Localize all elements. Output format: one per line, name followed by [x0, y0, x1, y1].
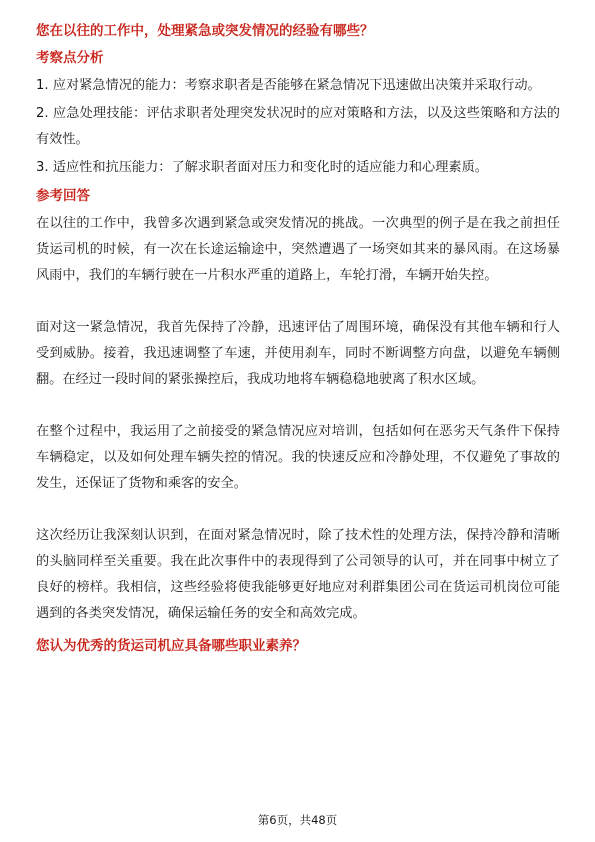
answer-paragraph-4: 这次经历让我深刻认识到，在面对紧急情况时，除了技术性的处理方法，保持冷静和清晰的头脑同样至关重要。我在此次事件中的表现得到了公司领导的认可，并在同事中树立了良好的榜样。我相信，这些经验将使我能够更好地应对利群集团公司在货运司机岗位可能遇到的各类突发情况，确保运输任务的安全和高效完成。 — [36, 528, 560, 621]
analysis-section-title: 考察点分析 — [36, 50, 104, 66]
analysis-point-1: 1. 应对紧急情况的能力：考察求职者是否能够在紧急情况下迅速做出决策并采取行动。 — [36, 78, 541, 93]
analysis-point-3: 3. 适应性和抗压能力：了解求职者面对压力和变化时的适应能力和心理素质。 — [36, 160, 488, 175]
analysis-point-2: 2. 应急处理技能：评估求职者处理突发状况时的应对策略和方法，以及这些策略和方法的有效性。 — [36, 106, 560, 147]
next-question-heading: 您认为优秀的货运司机应具备哪些职业素养？ — [36, 638, 306, 654]
question-heading: 您在以往的工作中，处理紧急或突发情况的经验有哪些？ — [36, 23, 374, 39]
answer-section-title: 参考回答 — [36, 188, 90, 204]
answer-paragraph-3: 在整个过程中，我运用了之前接受的紧急情况应对培训，包括如何在恶劣天气条件下保持车辆稳定，以及如何处理车辆失控的情况。我的快速反应和冷静处理，不仅避免了事故的发生，还保证了货物和乘客的安全。 — [36, 424, 560, 491]
document-page — [36, 20, 560, 662]
answer-paragraph-1: 在以往的工作中，我曾多次遇到紧急或突发情况的挑战。一次典型的例子是在我之前担任货运司机的时候，有一次在长途运输途中，突然遭遇了一场突如其来的暴风雨。在这场暴风雨中，我们的车辆行驶在一片积水严重的道路上，车轮打滑，车辆开始失控。 — [36, 216, 560, 283]
answer-paragraph-2: 面对这一紧急情况，我首先保持了冷静，迅速评估了周围环境，确保没有其他车辆和行人受到威胁。接着，我迅速调整了车速，并使用刹车，同时不断调整方向盘，以避免车辆侧翻。在经过一段时间的紧张操控后，我成功地将车辆稳稳地驶离了积水区域。 — [36, 320, 560, 387]
page-footer: 第6页，共48页 — [257, 813, 338, 827]
